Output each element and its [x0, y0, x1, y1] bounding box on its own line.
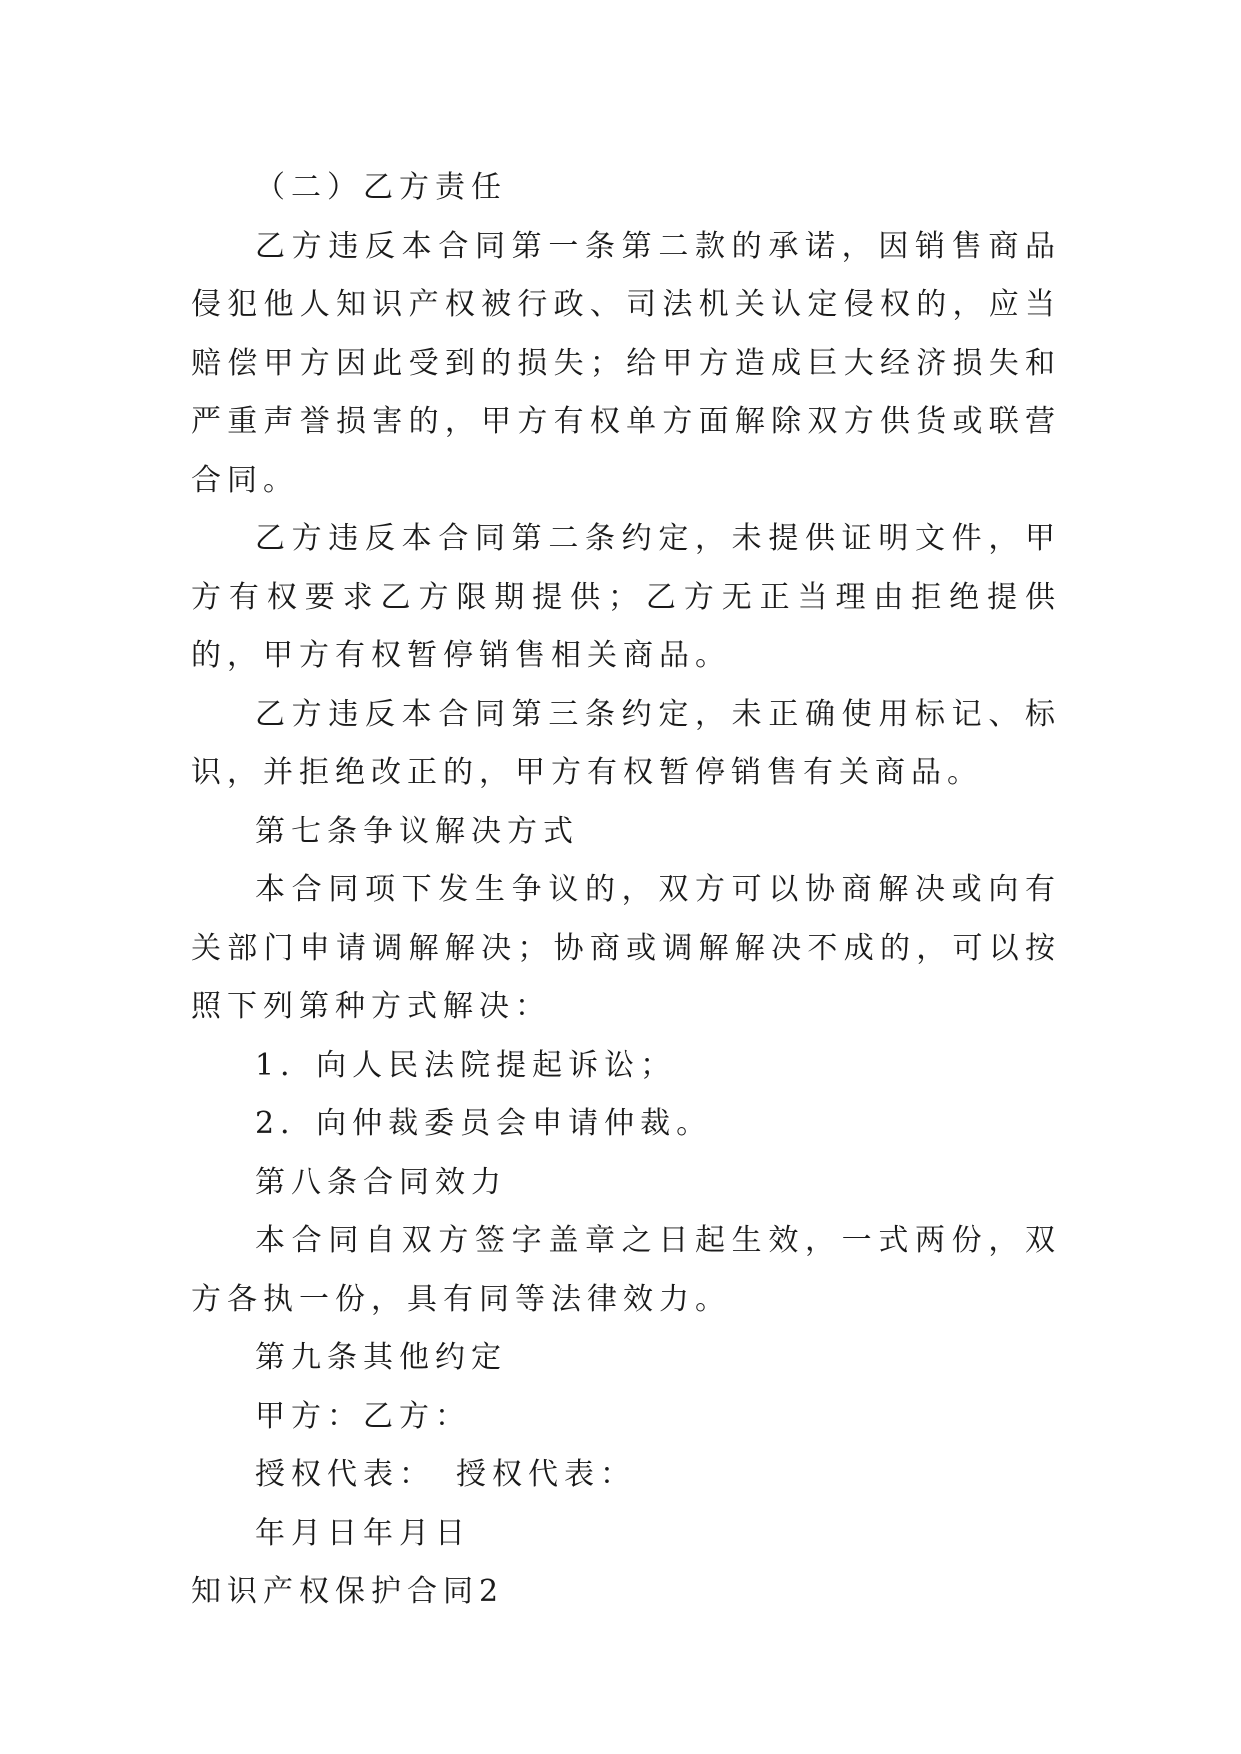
article-heading-other-terms: 第九条其他约定 [255, 1340, 507, 1375]
list-item-arbitration: 2．向仲裁委员会申请仲裁。 [255, 1106, 713, 1141]
section-heading-party-b-liability: （二）乙方责任 [255, 170, 507, 205]
signature-representatives-line: 授权代表： 授权代表： [255, 1457, 636, 1492]
paragraph-marking-liability: 乙方违反本合同第三条约定，未正确使用标记、标识，并拒绝改正的，甲方有权暂停销售有关商品。 [191, 696, 1061, 790]
signature-parties-line: 甲方：乙方： [255, 1398, 471, 1434]
article-heading-contract-effect: 第八条合同效力 [255, 1164, 507, 1200]
next-document-title: 知识产权保护合同2 [191, 1574, 505, 1609]
signature-date-line: 年月日年月日 [255, 1515, 471, 1551]
paragraph-dispute-resolution: 本合同项下发生争议的，双方可以协商解决或向有关部门申请调解解决；协商或调解解决不成的，可以按照下列第种方式解决： [191, 872, 1061, 1024]
list-item-litigation: 1．向人民法院提起诉讼； [255, 1047, 677, 1083]
paragraph-contract-effect: 本合同自双方签字盖章之日起生效，一式两份，双方各执一份，具有同等法律效力。 [191, 1223, 1061, 1317]
article-heading-dispute-resolution: 第七条争议解决方式 [255, 813, 579, 849]
document-body [191, 159, 1061, 1622]
paragraph-ip-infringement-liability: 乙方违反本合同第一条第二款的承诺，因销售商品侵犯他人知识产权被行政、司法机关认定侵权的，应当赔偿甲方因此受到的损失；给甲方造成巨大经济损失和严重声誉损害的，甲方有权单方面解除双方供货或联营合同。 [191, 228, 1061, 498]
paragraph-certificate-liability: 乙方违反本合同第二条约定，未提供证明文件，甲方有权要求乙方限期提供；乙方无正当理由拒绝提供的，甲方有权暂停销售相关商品。 [191, 521, 1061, 673]
